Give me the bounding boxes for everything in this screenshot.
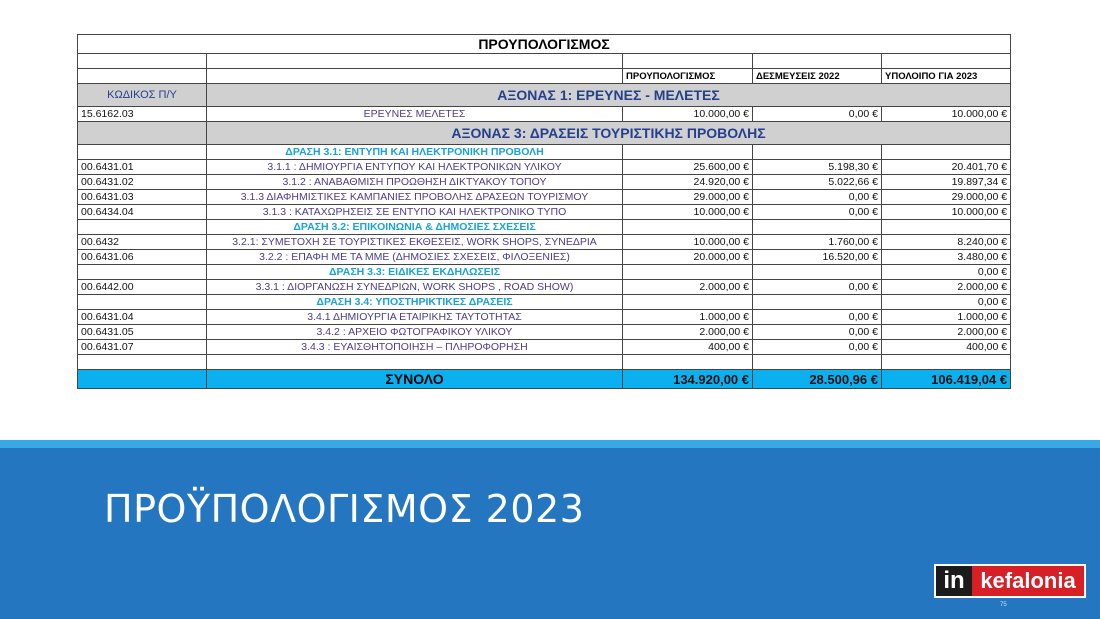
inkefalonia-logo: [934, 564, 1086, 598]
budget-cell: 10.000,00 €: [623, 205, 753, 220]
rem-cell: 8.240,00 €: [882, 235, 1011, 250]
commit-cell: 0,00 €: [753, 205, 882, 220]
empty-cell: [623, 295, 753, 310]
action-title: ΔΡΑΣΗ 3.4: ΥΠΟΣΤΗΡΙΚΤΙΚΕΣ ΔΡΑΣΕΙΣ: [207, 295, 623, 310]
rem-cell: 29.000,00 €: [882, 190, 1011, 205]
description-cell: 3.1.3 : ΚΑΤΑΧΩΡΗΣΕΙΣ ΣΕ ΕΝΤΥΠΟ ΚΑΙ ΗΛΕΚΤΡΟΝΙΚΟ ΤΥΠΟ: [207, 205, 623, 220]
empty-cell: [623, 145, 753, 160]
budget-code-cell: 00.6431.01: [78, 160, 207, 175]
band-accent-strip: [0, 440, 1100, 448]
remainder-cell: [882, 145, 1011, 160]
budget-code-cell: 00.6431.06: [78, 250, 207, 265]
axis3-title: ΑΞΟΝΑΣ 3: ΔΡΑΣΕΙΣ ΤΟΥΡΙΣΤΙΚΗΣ ΠΡΟΒΟΛΗΣ: [207, 122, 1011, 145]
empty-cell: [78, 265, 207, 280]
empty-cell: [78, 145, 207, 160]
empty-cell: [78, 295, 207, 310]
commit-cell: 5.198,30 €: [753, 160, 882, 175]
rem-cell: 400,00 €: [882, 340, 1011, 355]
axis3-row: [78, 122, 1011, 145]
table-row: [78, 250, 1011, 265]
table-row: [78, 107, 1011, 122]
total-budget: 134.920,00 €: [623, 370, 753, 389]
header-budget: ΠΡΟΥΠΟΛΟΓΙΣΜΟΣ: [623, 69, 753, 84]
budget-code-cell: 00.6434.04: [78, 205, 207, 220]
action-row: [78, 265, 1011, 280]
rem-cell: 3.480,00 €: [882, 250, 1011, 265]
header-commitments: ΔΕΣΜΕΥΣΕΙΣ 2022: [753, 69, 882, 84]
table-title-row: [78, 35, 1011, 54]
commit-cell: 1.760,00 €: [753, 235, 882, 250]
rem-cell: 19.897,34 €: [882, 175, 1011, 190]
budget-cell: 10.000,00 €: [623, 107, 753, 122]
budget-code-cell: 00.6431.03: [78, 190, 207, 205]
table-row: [78, 160, 1011, 175]
blank-row: [78, 54, 1011, 69]
description-cell: 3.1.2 : ΑΝΑΒΑΘΜΙΣΗ ΠΡΟΩΘΗΣΗ ΔΙΚΤΥΑΚΟΥ ΤΟΠΟΥ: [207, 175, 623, 190]
description-cell: 3.4.1 ΔΗΜΙΟΥΡΓΙΑ ΕΤΑΙΡΙΚΗΣ ΤΑΥΤΟΤΗΤΑΣ: [207, 310, 623, 325]
rem-cell: 2.000,00 €: [882, 280, 1011, 295]
budget-code-cell: 00.6431.07: [78, 340, 207, 355]
table-row: [78, 235, 1011, 250]
column-header-row: [78, 69, 1011, 84]
slide-title: ΠΡΟΫΠΟΛΟΓΙΣΜΟΣ 2023: [104, 487, 585, 531]
remainder-cell: 0,00 €: [882, 265, 1011, 280]
axis1-row: [78, 84, 1011, 107]
commit-cell: 16.520,00 €: [753, 250, 882, 265]
budget-cell: 1.000,00 €: [623, 310, 753, 325]
rem-cell: 20.401,70 €: [882, 160, 1011, 175]
blank-row: [78, 355, 1011, 370]
empty-cell: [753, 295, 882, 310]
empty-cell: [753, 145, 882, 160]
empty-cell: [753, 355, 882, 370]
budget-cell: 10.000,00 €: [623, 235, 753, 250]
empty-cell: [623, 220, 753, 235]
logo-kefalonia: kefalonia: [972, 566, 1084, 596]
description-cell: 3.1.1 : ΔΗΜΙΟΥΡΓΙΑ ΕΝΤΥΠΟΥ ΚΑΙ ΗΛΕΚΤΡΟΝΙΚΩΝ ΥΛΙΚΟΥ: [207, 160, 623, 175]
table-row: [78, 310, 1011, 325]
description-cell: 3.4.3 : ΕΥΑΙΣΘΗΤΟΠΟΙΗΣΗ – ΠΛΗΡΟΦΟΡΗΣΗ: [207, 340, 623, 355]
commit-cell: 5.022,66 €: [753, 175, 882, 190]
table-row: [78, 205, 1011, 220]
empty-cell: [882, 355, 1011, 370]
budget-cell: 20.000,00 €: [623, 250, 753, 265]
page-number: 75: [1000, 602, 1007, 608]
action-row: [78, 220, 1011, 235]
empty-cell: [78, 220, 207, 235]
budget-cell: 2.000,00 €: [623, 280, 753, 295]
table-row: [78, 280, 1011, 295]
action-row: [78, 145, 1011, 160]
description-cell: 3.4.2 : ΑΡΧΕΙΟ ΦΩΤΟΓΡΑΦΙΚΟΥ ΥΛΙΚΟΥ: [207, 325, 623, 340]
table-row: [78, 175, 1011, 190]
budget-cell: 2.000,00 €: [623, 325, 753, 340]
action-row: [78, 295, 1011, 310]
axis1-title: ΑΞΟΝΑΣ 1: ΕΡΕΥΝΕΣ - ΜΕΛΕΤΕΣ: [207, 84, 1011, 107]
budget-code-cell: 00.6442.00: [78, 280, 207, 295]
description-cell: 3.2.1: ΣΥΜΕΤΟΧΗ ΣΕ ΤΟΥΡΙΣΤΙΚΕΣ ΕΚΘΕΣΕΙΣ, WORK SHOPS, ΣΥΝΕΔΡΙΑ: [207, 235, 623, 250]
commit-cell: 0,00 €: [753, 325, 882, 340]
rem-cell: 2.000,00 €: [882, 325, 1011, 340]
commit-cell: 0,00 €: [753, 310, 882, 325]
table-row: [78, 325, 1011, 340]
empty-cell: [753, 265, 882, 280]
total-commitments: 28.500,96 €: [753, 370, 882, 389]
budget-cell: 400,00 €: [623, 340, 753, 355]
empty-cell: [207, 355, 623, 370]
description-cell: 3.3.1 : ΔΙΟΡΓΑΝΩΣΗ ΣΥΝΕΔΡΙΩΝ, WORK SHOPS , ROAD SHOW): [207, 280, 623, 295]
table-row: [78, 190, 1011, 205]
header-remainder: ΥΠΟΛΟΙΠΟ ΓΙΑ 2023: [882, 69, 1011, 84]
budget-cell: 29.000,00 €: [623, 190, 753, 205]
empty-cell: [623, 355, 753, 370]
remainder-cell: [882, 220, 1011, 235]
remainder-cell: 0,00 €: [882, 295, 1011, 310]
budget-code-cell: 00.6431.04: [78, 310, 207, 325]
commit-cell: 0,00 €: [753, 107, 882, 122]
empty-cell: [78, 355, 207, 370]
commit-cell: 0,00 €: [753, 190, 882, 205]
budget-code-cell: 00.6431.05: [78, 325, 207, 340]
budget-cell: 25.600,00 €: [623, 160, 753, 175]
rem-cell: 10.000,00 €: [882, 107, 1011, 122]
action-title: ΔΡΑΣΗ 3.2: ΕΠΙΚΟΙΝΩΝΙΑ & ΔΗΜΟΣΙΕΣ ΣΧΕΣΕΙΣ: [207, 220, 623, 235]
table-row: [78, 340, 1011, 355]
logo-in: in: [936, 566, 972, 596]
budget-code-cell: 00.6431.02: [78, 175, 207, 190]
description-cell: 3.1.3 ΔΙΑΦΗΜΙΣΤΙΚΕΣ ΚΑΜΠΑΝΙΕΣ ΠΡΟΒΟΛΗΣ ΔΡΑΣΕΩΝ ΤΟΥΡΙΣΜΟΥ: [207, 190, 623, 205]
action-title: ΔΡΑΣΗ 3.3: ΕΙΔΙΚΕΣ ΕΚΔΗΛΩΣΕΙΣ: [207, 265, 623, 280]
commit-cell: 0,00 €: [753, 280, 882, 295]
empty-cell: [78, 370, 207, 389]
description-cell: 3.2.2 : ΕΠΑΦΗ ΜΕ ΤΑ ΜΜΕ (ΔΗΜΟΣΙΕΣ ΣΧΕΣΕΙΣ, ΦΙΛΟΞΕΝΙΕΣ): [207, 250, 623, 265]
total-row: [78, 370, 1011, 389]
budget-code-cell: 15.6162.03: [78, 107, 207, 122]
empty-cell: [78, 122, 207, 145]
rem-cell: 1.000,00 €: [882, 310, 1011, 325]
total-remainder: 106.419,04 €: [882, 370, 1011, 389]
empty-cell: [623, 265, 753, 280]
code-header: ΚΩΔΙΚΟΣ Π/Υ: [78, 84, 207, 107]
rem-cell: 10.000,00 €: [882, 205, 1011, 220]
action-title: ΔΡΑΣΗ 3.1: ΕΝΤΥΠΗ ΚΑΙ ΗΛΕΚΤΡΟΝΙΚΗ ΠΡΟΒΟΛΗ: [207, 145, 623, 160]
budget-cell: 24.920,00 €: [623, 175, 753, 190]
description-cell: ΕΡΕΥΝΕΣ ΜΕΛΕΤΕΣ: [207, 107, 623, 122]
total-label: ΣΥΝΟΛΟ: [207, 370, 623, 389]
table-title: ΠΡΟΥΠΟΛΟΓΙΣΜΟΣ: [78, 35, 1011, 54]
budget-code-cell: 00.6432: [78, 235, 207, 250]
empty-cell: [753, 220, 882, 235]
commit-cell: 0,00 €: [753, 340, 882, 355]
budget-table: [77, 34, 1011, 389]
